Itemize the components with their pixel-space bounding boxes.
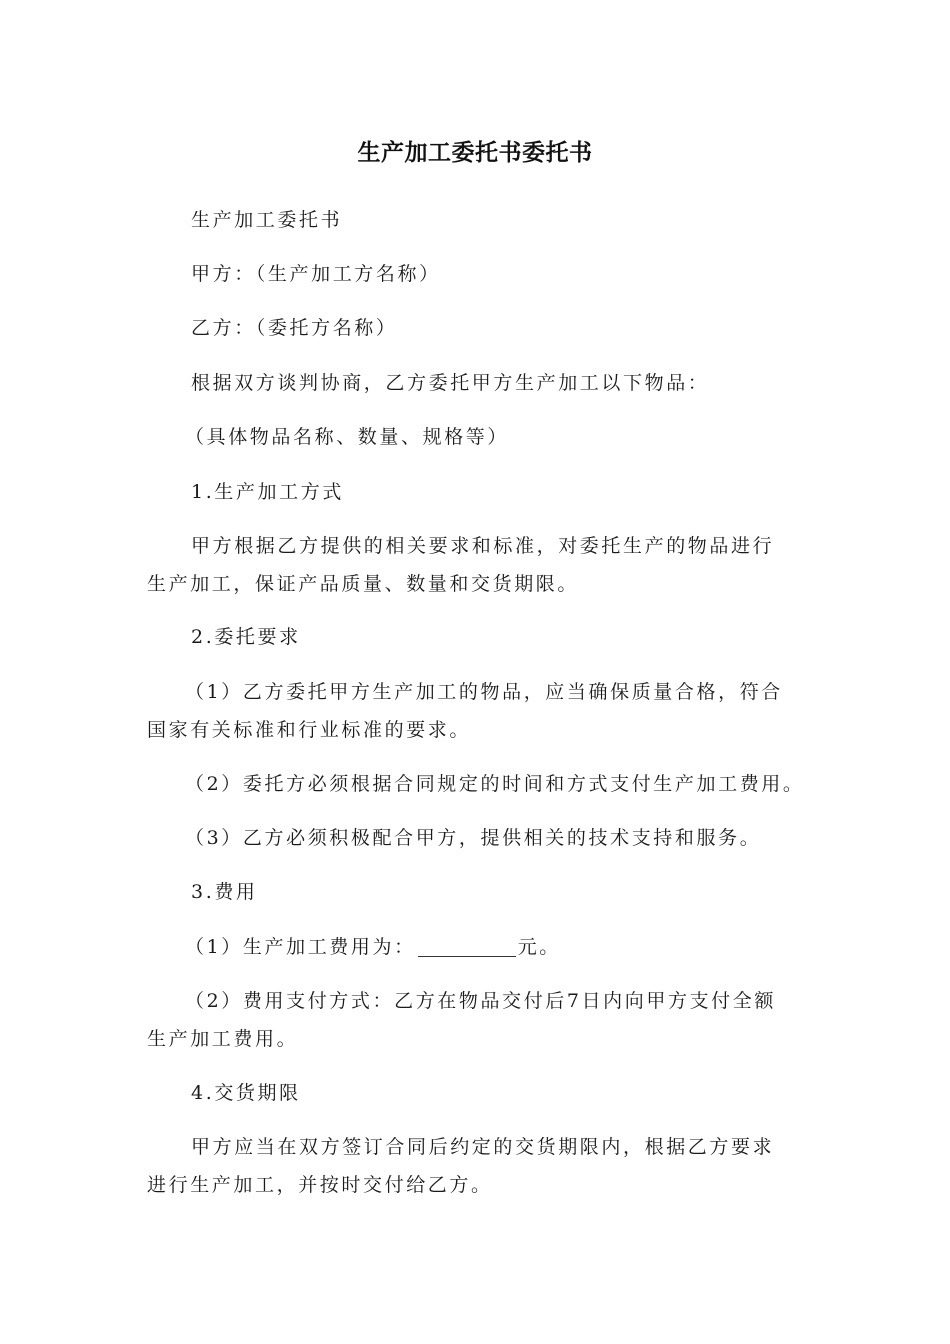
paragraph-line: （1）乙方委托甲方生产加工的物品，应当确保质量合格，符合 bbox=[185, 681, 783, 703]
section-2-heading bbox=[147, 618, 851, 656]
paragraph-item-spec bbox=[147, 418, 845, 456]
section-2-item-2 bbox=[147, 765, 845, 803]
section-1-heading bbox=[147, 473, 851, 511]
paragraph-line: 根据双方谈判协商，乙方委托甲方生产加工以下物品： bbox=[191, 372, 710, 394]
paragraph-line: （2）费用支付方式：乙方在物品交付后7日内向甲方支付全额 bbox=[185, 990, 776, 1012]
paragraph-line: 甲方根据乙方提供的相关要求和标准，对委托生产的物品进行 bbox=[191, 535, 775, 557]
fee-label: （1）生产加工费用为： bbox=[185, 936, 416, 958]
paragraph-line: 乙方：（委托方名称） bbox=[191, 317, 398, 339]
document-title: 生产加工委托书委托书 bbox=[357, 140, 593, 166]
paragraph-line: 进行生产加工，并按时交付给乙方。 bbox=[147, 1174, 493, 1196]
section-1-body bbox=[147, 527, 807, 603]
section-heading: 3.费用 bbox=[191, 881, 258, 903]
paragraph-line: 甲方：（生产加工方名称） bbox=[191, 263, 441, 285]
section-2-item-3 bbox=[147, 819, 845, 857]
paragraph-line: （具体物品名称、数量、规格等） bbox=[185, 426, 510, 448]
paragraph-line bbox=[185, 928, 845, 966]
paragraph-party-a bbox=[147, 255, 851, 293]
section-2-item-1 bbox=[147, 673, 807, 749]
section-heading: 1.生产加工方式 bbox=[191, 481, 344, 503]
paragraph-line: （3）乙方必须积极配合甲方，提供相关的技术支持和服务。 bbox=[185, 827, 762, 849]
paragraph-line: 生产加工委托书 bbox=[191, 209, 343, 231]
fee-blank-line bbox=[418, 936, 516, 957]
paragraph-line: （2）委托方必须根据合同规定的时间和方式支付生产加工费用。 bbox=[185, 773, 805, 795]
section-4-body bbox=[147, 1128, 807, 1204]
section-3-heading bbox=[147, 873, 851, 911]
section-heading: 4.交货期限 bbox=[191, 1082, 301, 1104]
section-3-item-2 bbox=[147, 982, 807, 1058]
paragraph-party-b bbox=[147, 309, 851, 347]
section-heading: 2.委托要求 bbox=[191, 626, 301, 648]
paragraph-intro bbox=[147, 364, 851, 402]
fee-unit: 元。 bbox=[517, 936, 561, 958]
paragraph-line: 生产加工，保证产品质量、数量和交货期限。 bbox=[147, 573, 580, 595]
paragraph-line: 国家有关标准和行业标准的要求。 bbox=[147, 719, 472, 741]
paragraph-doc-name bbox=[147, 201, 851, 239]
paragraph-line: 甲方应当在双方签订合同后约定的交货期限内，根据乙方要求 bbox=[191, 1136, 775, 1158]
paragraph-line: 生产加工费用。 bbox=[147, 1028, 299, 1050]
section-3-item-1 bbox=[147, 928, 845, 966]
section-4-heading bbox=[147, 1074, 851, 1112]
